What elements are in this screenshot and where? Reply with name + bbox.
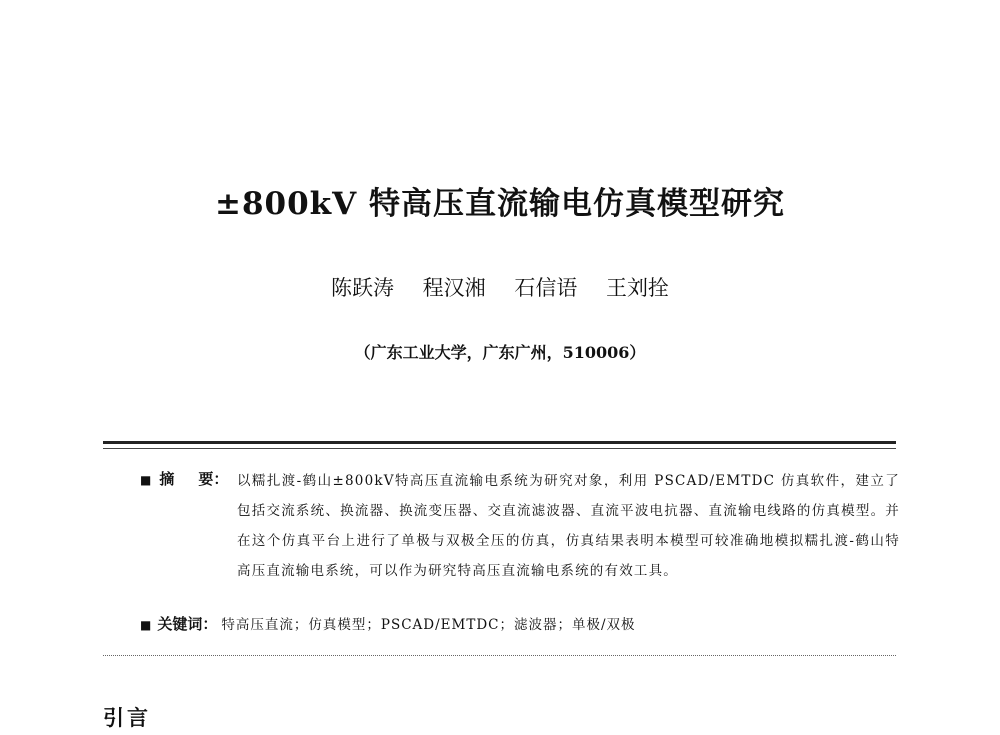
keywords-text: 特高压直流；仿真模型；PSCAD/EMTDC；滤波器；单极/双极 (221, 617, 636, 633)
abstract-block (140, 466, 900, 586)
top-divider (103, 441, 896, 444)
black-square-icon: ■ (140, 618, 152, 632)
abstract-label-char-2: 要： (198, 470, 229, 488)
abstract-label (140, 466, 237, 493)
section-heading: 引言 (103, 706, 151, 730)
black-square-icon: ■ (140, 473, 152, 487)
author-list: 陈跃涛 程汉湘 石信语 王刘拴 (330, 276, 670, 300)
bottom-divider (103, 655, 896, 656)
paper-title: ±800kV 特高压直流输电仿真模型研究 (214, 186, 785, 222)
abstract-text: 以糯扎渡-鹤山±800kV特高压直流输电系统为研究对象，利用 PSCAD/EMTDC 仿真软件，建立了包括交流系统、换流器、换流变压器、交直流滤波器、直流平波电抗器、直流输电线路的仿真模型。并在这个仿真平台上进行了单极与双极全压的仿真，仿真结果表明本模型可较准确地模拟糯扎渡-鹤山特高压直流输电系统，可以作为研究特高压直流输电系统的有效工具。 (237, 473, 900, 579)
abstract-label-char-1: 摘 (159, 470, 175, 488)
affiliation: （广东工业大学，广东广州，510006） (354, 343, 646, 362)
keywords-label-text: 关键词： (157, 615, 218, 633)
keywords-block (140, 613, 900, 634)
top-divider-thin (103, 448, 896, 449)
keywords-label (140, 613, 217, 634)
